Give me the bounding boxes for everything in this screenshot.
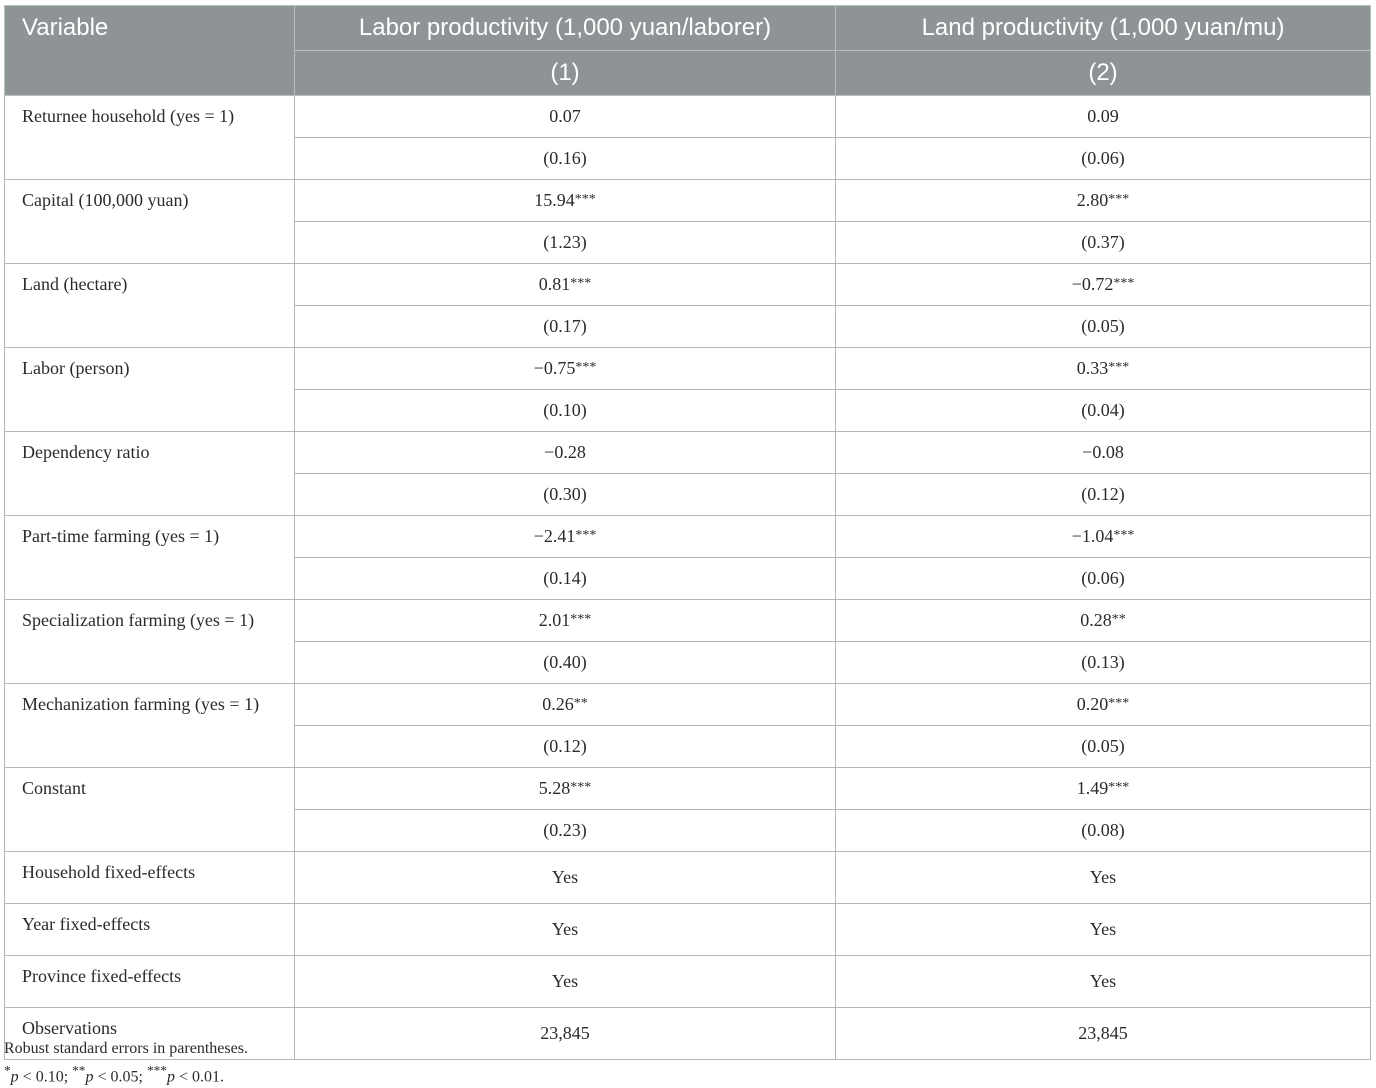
regression-table bbox=[4, 5, 1371, 1060]
row-label: Land (hectare) bbox=[5, 264, 295, 348]
significance-stars: *** bbox=[570, 276, 592, 291]
header-variable: Variable bbox=[5, 6, 295, 96]
row-label: Year fixed-effects bbox=[5, 904, 295, 956]
coef-value: 0.81 bbox=[538, 274, 571, 294]
coef-col1 bbox=[295, 264, 836, 306]
coef-col2 bbox=[836, 516, 1371, 558]
coef-value: 2.01 bbox=[538, 610, 571, 630]
coef-value: 0.09 bbox=[1087, 106, 1119, 126]
note-star-2: ** bbox=[72, 1063, 86, 1078]
coef-value: 0.07 bbox=[549, 106, 581, 126]
significance-stars: *** bbox=[575, 360, 597, 375]
coef-value: −1.04 bbox=[1071, 526, 1114, 546]
se-col2: (0.37) bbox=[836, 222, 1371, 264]
se-col1: (1.23) bbox=[295, 222, 836, 264]
coef-value: −0.72 bbox=[1071, 274, 1114, 294]
coef-col2 bbox=[836, 348, 1371, 390]
coef-value: 2.80 bbox=[1076, 190, 1109, 210]
value-col1: Yes bbox=[295, 956, 836, 1008]
se-col1: (0.16) bbox=[295, 138, 836, 180]
significance-stars: *** bbox=[575, 528, 597, 543]
header-col2-number: (2) bbox=[836, 51, 1371, 96]
se-col2: (0.06) bbox=[836, 138, 1371, 180]
se-col2: (0.13) bbox=[836, 642, 1371, 684]
coef-value: 1.49 bbox=[1076, 778, 1109, 798]
coef-col2 bbox=[836, 180, 1371, 222]
value-col2: 23,845 bbox=[836, 1008, 1371, 1060]
coef-col2 bbox=[836, 96, 1371, 138]
coef-col1 bbox=[295, 348, 836, 390]
significance-stars: *** bbox=[1108, 780, 1130, 795]
note-p-3: p bbox=[166, 1068, 175, 1086]
coef-col1 bbox=[295, 768, 836, 810]
significance-stars: *** bbox=[574, 192, 596, 207]
note-star-1: * bbox=[4, 1063, 11, 1078]
value-col2: Yes bbox=[836, 956, 1371, 1008]
header-col2-title: Land productivity (1,000 yuan/mu) bbox=[836, 6, 1371, 51]
se-col1: (0.30) bbox=[295, 474, 836, 516]
row-label: Constant bbox=[5, 768, 295, 852]
table-row bbox=[5, 516, 1371, 558]
row-label: Province fixed-effects bbox=[5, 956, 295, 1008]
table-row bbox=[5, 348, 1371, 390]
coef-col1 bbox=[295, 432, 836, 474]
coef-value: 0.33 bbox=[1076, 358, 1109, 378]
table-row bbox=[5, 600, 1371, 642]
table-body bbox=[5, 96, 1371, 1060]
se-col2: (0.08) bbox=[836, 810, 1371, 852]
coef-col2 bbox=[836, 264, 1371, 306]
note-threshold-3: < 0.01. bbox=[174, 1068, 224, 1086]
significance-stars: *** bbox=[1113, 528, 1135, 543]
note-threshold-1: < 0.10; bbox=[18, 1068, 73, 1086]
se-col1: (0.12) bbox=[295, 726, 836, 768]
table-row bbox=[5, 180, 1371, 222]
table-row bbox=[5, 96, 1371, 138]
table-row bbox=[5, 852, 1371, 904]
value-col1: Yes bbox=[295, 904, 836, 956]
row-label: Mechanization farming (yes = 1) bbox=[5, 684, 295, 768]
row-label: Capital (100,000 yuan) bbox=[5, 180, 295, 264]
table-row bbox=[5, 956, 1371, 1008]
coef-value: −0.75 bbox=[533, 358, 576, 378]
table-header bbox=[5, 6, 1371, 96]
note-p-2: p bbox=[85, 1068, 94, 1086]
note-standard-errors: Robust standard errors in parentheses. bbox=[4, 1040, 248, 1057]
row-label: Observations bbox=[5, 1008, 295, 1060]
row-label: Household fixed-effects bbox=[5, 852, 295, 904]
coef-col1 bbox=[295, 180, 836, 222]
significance-stars: *** bbox=[570, 612, 592, 627]
se-col2: (0.06) bbox=[836, 558, 1371, 600]
se-col2: (0.04) bbox=[836, 390, 1371, 432]
coef-value: −0.08 bbox=[1082, 442, 1124, 462]
coef-col1 bbox=[295, 600, 836, 642]
note-p-1: p bbox=[10, 1068, 19, 1086]
note-significance bbox=[4, 1060, 248, 1088]
table-row bbox=[5, 264, 1371, 306]
significance-stars: ** bbox=[573, 696, 588, 711]
se-col2: (0.05) bbox=[836, 306, 1371, 348]
coef-value: 0.28 bbox=[1080, 610, 1112, 630]
header-col1-title: Labor productivity (1,000 yuan/laborer) bbox=[295, 6, 836, 51]
coef-col1 bbox=[295, 684, 836, 726]
value-col1: 23,845 bbox=[295, 1008, 836, 1060]
value-col2: Yes bbox=[836, 852, 1371, 904]
coef-value: 0.26 bbox=[542, 694, 574, 714]
row-label: Dependency ratio bbox=[5, 432, 295, 516]
row-label: Labor (person) bbox=[5, 348, 295, 432]
coef-value: −2.41 bbox=[533, 526, 576, 546]
row-label: Returnee household (yes = 1) bbox=[5, 96, 295, 180]
significance-stars: *** bbox=[1108, 192, 1130, 207]
regression-table-container bbox=[4, 5, 1370, 1060]
table-row bbox=[5, 684, 1371, 726]
se-col1: (0.17) bbox=[295, 306, 836, 348]
coef-col1 bbox=[295, 516, 836, 558]
significance-stars: *** bbox=[1113, 276, 1135, 291]
coef-col2 bbox=[836, 600, 1371, 642]
significance-stars: *** bbox=[570, 780, 592, 795]
se-col2: (0.05) bbox=[836, 726, 1371, 768]
row-label: Part-time farming (yes = 1) bbox=[5, 516, 295, 600]
header-col1-number: (1) bbox=[295, 51, 836, 96]
se-col1: (0.14) bbox=[295, 558, 836, 600]
coef-value: 15.94 bbox=[534, 190, 575, 210]
table-notes bbox=[4, 1038, 248, 1088]
row-label: Specialization farming (yes = 1) bbox=[5, 600, 295, 684]
value-col2: Yes bbox=[836, 904, 1371, 956]
table-row bbox=[5, 768, 1371, 810]
coef-col2 bbox=[836, 684, 1371, 726]
significance-stars: ** bbox=[1111, 612, 1126, 627]
significance-stars: *** bbox=[1108, 360, 1130, 375]
coef-col2 bbox=[836, 432, 1371, 474]
coef-col2 bbox=[836, 768, 1371, 810]
value-col1: Yes bbox=[295, 852, 836, 904]
coef-value: 5.28 bbox=[538, 778, 571, 798]
se-col1: (0.40) bbox=[295, 642, 836, 684]
se-col1: (0.23) bbox=[295, 810, 836, 852]
coef-value: −0.28 bbox=[544, 442, 586, 462]
coef-value: 0.20 bbox=[1076, 694, 1109, 714]
se-col1: (0.10) bbox=[295, 390, 836, 432]
significance-stars: *** bbox=[1108, 696, 1130, 711]
table-row bbox=[5, 432, 1371, 474]
note-star-3: *** bbox=[146, 1063, 167, 1078]
note-threshold-2: < 0.05; bbox=[93, 1068, 147, 1086]
coef-col1 bbox=[295, 96, 836, 138]
se-col2: (0.12) bbox=[836, 474, 1371, 516]
table-row bbox=[5, 904, 1371, 956]
